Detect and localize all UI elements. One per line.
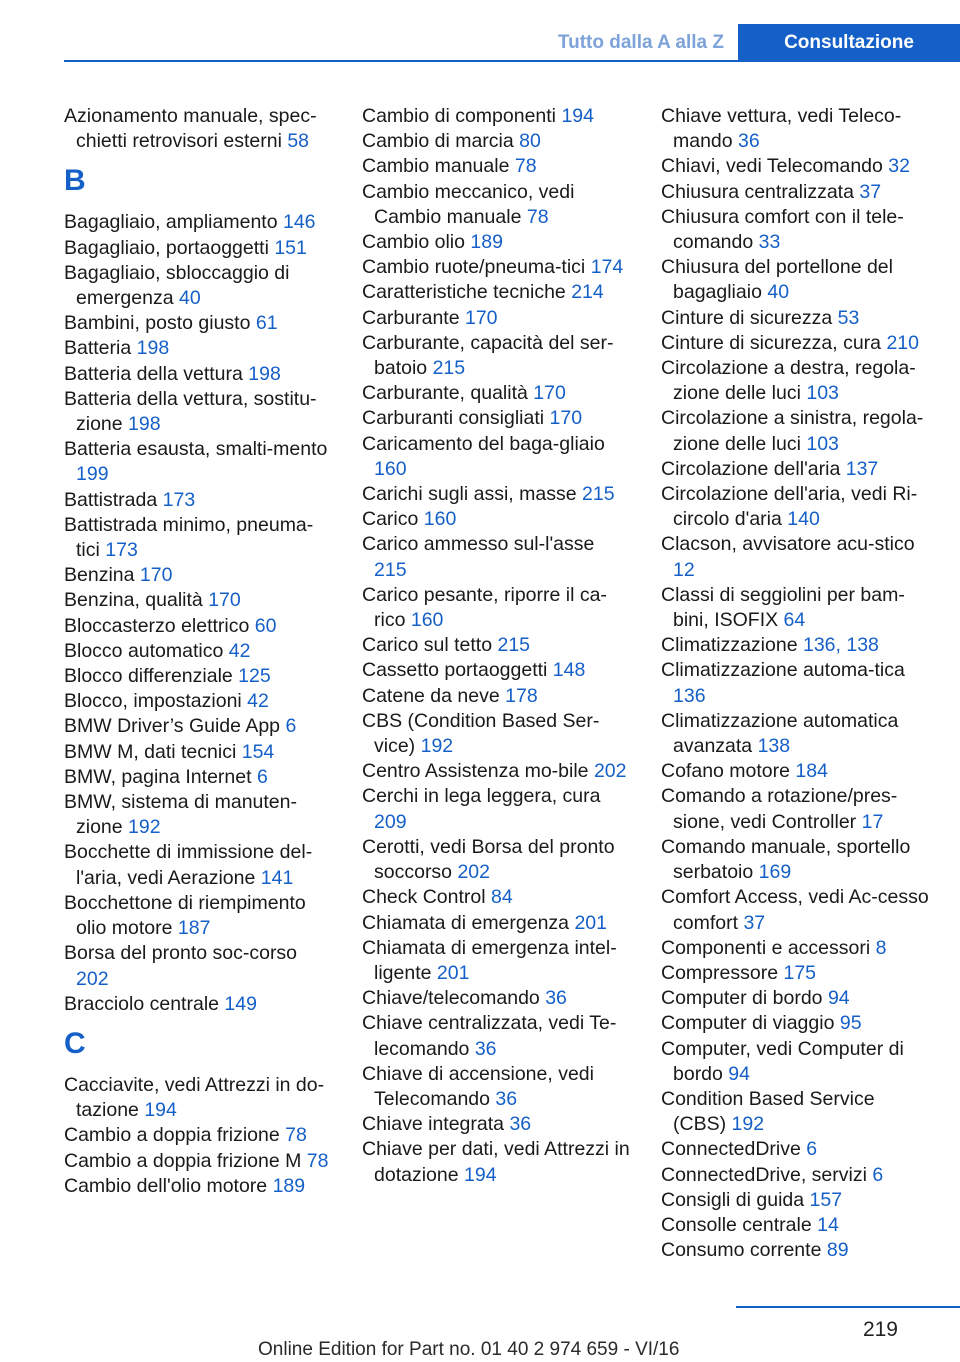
index-entry	[64, 891, 332, 941]
edition-footer: Online Edition for Part no. 01 40 2 974 659 - VI/16	[258, 1339, 680, 1360]
index-entry	[64, 311, 332, 336]
index-entry	[661, 1137, 931, 1162]
page-reference-link[interactable]: 192	[128, 816, 161, 839]
index-entry-term: Cambio a doppia frizione M	[64, 1149, 302, 1172]
page-header	[0, 24, 960, 62]
page-reference-link[interactable]: 14	[817, 1213, 839, 1236]
page-reference-link[interactable]: 36	[495, 1087, 518, 1110]
index-entry	[64, 639, 332, 664]
page-reference-link[interactable]: 32	[888, 155, 910, 178]
index-entry	[362, 1112, 630, 1137]
index-entry	[362, 633, 630, 658]
page-reference-link[interactable]: 136, 138	[802, 634, 879, 657]
index-entry	[64, 513, 332, 563]
index-entry	[661, 154, 931, 179]
page-reference-link[interactable]: 194	[561, 105, 594, 127]
index-entry-term: Caratteristiche tecniche	[362, 281, 566, 304]
index-entry-term: Circolazione a destra, regola‐zione delle luci	[661, 357, 916, 405]
index-entry	[362, 104, 630, 129]
page-reference-link[interactable]: 33	[758, 231, 781, 254]
index-entry-term: Benzina, qualità	[64, 589, 203, 612]
page-reference-link[interactable]: 170	[208, 589, 241, 612]
index-entry	[661, 356, 931, 406]
page-reference-link[interactable]: 169	[758, 861, 792, 884]
index-entry	[661, 104, 931, 154]
index-entry-term: Batteria	[64, 337, 132, 360]
index-entry-term: Battistrada minimo, pneuma‐tici	[64, 513, 314, 562]
index-entry-term: Cambio ruote/pneuma‐tici	[362, 256, 586, 279]
index-entry-term: BMW, pagina Internet	[64, 765, 252, 788]
page-reference-link[interactable]: 148	[552, 659, 586, 682]
page-reference-link[interactable]: 58	[287, 130, 310, 153]
index-entry	[64, 210, 332, 235]
index-entry	[362, 885, 630, 910]
index-entry-term: Batteria della vettura	[64, 362, 243, 385]
index-entry	[661, 205, 931, 255]
index-entry-term: Comfort Access, vedi Ac‐cesso comfort	[661, 886, 929, 934]
index-entry	[64, 664, 332, 689]
page-reference-link[interactable]: 215	[497, 634, 531, 657]
index-entry-term: Chiamata di emergenza	[362, 911, 570, 934]
page-reference-link[interactable]: 42	[247, 690, 269, 713]
page-reference-link[interactable]: 6	[256, 765, 268, 788]
page-reference-link[interactable]: 199	[76, 463, 109, 486]
index-entry-term: Consigli di guida	[661, 1188, 805, 1211]
page-reference-link[interactable]: 189	[272, 1174, 306, 1197]
index-entry	[64, 261, 332, 311]
index-entry	[362, 532, 630, 582]
index-entry-term: Condition Based Service (CBS)	[661, 1087, 875, 1136]
index-entry	[661, 835, 931, 885]
page-reference-link[interactable]: 84	[490, 886, 513, 909]
index-entry-term: Climatizzazione	[661, 634, 798, 657]
index-entry	[362, 1062, 630, 1112]
index-entry-term: ConnectedDrive	[661, 1138, 801, 1161]
index-entry-term: Chiave di accensione, vedi Telecomando	[362, 1062, 594, 1110]
page-reference-link[interactable]: 192	[731, 1113, 765, 1136]
index-entry-term: Azionamento manuale, spec‐chietti retrovisori esterni	[64, 105, 317, 153]
index-entry	[64, 790, 332, 840]
page-reference-link[interactable]: 78	[514, 155, 537, 178]
index-entry-term: Borsa del pronto soc‐corso	[64, 942, 298, 965]
index-entry-term: Computer di viaggio	[661, 1012, 835, 1035]
page-reference-link[interactable]: 40	[178, 287, 201, 310]
index-entry	[661, 961, 931, 986]
index-entry-term: Carichi sugli assi, masse	[362, 483, 577, 506]
index-entry	[661, 1163, 931, 1188]
page-reference-link[interactable]: 78	[526, 205, 549, 228]
page-reference-link[interactable]: 178	[505, 684, 538, 707]
index-entry-term: CBS (Condition Based Ser‐vice)	[362, 709, 600, 758]
index-entry	[661, 180, 931, 205]
index-entry-term: BMW, sistema di manuten‐zione	[64, 791, 297, 839]
page-reference-link[interactable]: 174	[590, 256, 624, 279]
index-entry-term: Chiamata di emergenza intel‐ligente	[362, 936, 617, 984]
page-reference-link[interactable]: 94	[728, 1062, 750, 1085]
page-reference-link[interactable]: 103	[806, 432, 839, 455]
index-entry	[661, 936, 931, 961]
index-column-2	[362, 104, 630, 1188]
index-entry-term: Bocchettone di riempimento olio motore	[64, 891, 306, 940]
index-entry-term: Cambio dell'olio motore	[64, 1174, 268, 1197]
index-entry	[661, 759, 931, 784]
index-entry	[64, 840, 332, 890]
page-reference-link[interactable]: 173	[105, 539, 138, 562]
page-reference-link[interactable]: 189	[470, 231, 503, 254]
index-entry	[362, 507, 630, 532]
index-entry	[362, 306, 630, 331]
page-reference-link[interactable]: 8	[875, 936, 887, 959]
page-reference-link[interactable]: 160	[423, 508, 457, 531]
index-entry-term: Classi di seggiolini per bam‐bini, ISOFIX	[661, 583, 905, 632]
index-entry	[64, 992, 332, 1017]
index-entry	[64, 714, 332, 739]
page-reference-link[interactable]: 94	[827, 987, 850, 1010]
page-reference-link[interactable]: 6	[872, 1163, 884, 1186]
page-reference-link[interactable]: 80	[519, 130, 541, 153]
index-entry	[64, 1149, 332, 1174]
index-entry-term: Bambini, posto giusto	[64, 312, 251, 335]
index-entry-term: Cacciavite, vedi Attrezzi in do‐tazione	[64, 1073, 325, 1122]
index-entry-term: Carico	[362, 508, 419, 531]
page-reference-link[interactable]: 136	[673, 684, 706, 707]
index-entry-term: Cambio di marcia	[362, 130, 514, 153]
index-entry-term: BMW Driver’s Guide App	[64, 715, 281, 738]
index-entry-term: Check Control	[362, 886, 486, 909]
page-reference-link[interactable]: 17	[861, 810, 884, 833]
index-entry-term: Blocco automatico	[64, 639, 224, 662]
index-entry	[64, 563, 332, 588]
index-entry-term: ConnectedDrive, servizi	[661, 1163, 867, 1186]
page-reference-link[interactable]: 146	[282, 211, 316, 234]
index-entry	[661, 532, 931, 582]
index-entry-term: Bocchette di immissione del‐l'aria, vedi Aerazione	[64, 841, 313, 889]
page-reference-link[interactable]: 210	[886, 331, 919, 354]
index-column-1	[64, 104, 332, 1199]
index-entry	[362, 255, 630, 280]
index-entry-term: Comando manuale, sportello serbatoio	[661, 835, 911, 884]
index-entry	[64, 941, 332, 991]
index-entry	[362, 658, 630, 683]
index-entry	[64, 1123, 332, 1148]
chapter-tab-label: Consultazione	[784, 32, 914, 53]
page-reference-link[interactable]: 215	[582, 483, 615, 506]
index-entry-term: Cerchi in lega leggera, cura	[362, 785, 601, 808]
index-entry	[661, 406, 931, 456]
index-entry	[661, 1188, 931, 1213]
index-entry-term: Circolazione dell'aria	[661, 457, 841, 480]
index-entry	[64, 387, 332, 437]
index-entry-term: Circolazione a sinistra, regola‐zione delle luci	[661, 407, 924, 455]
page-reference-link[interactable]: 201	[574, 911, 607, 934]
index-entry-term: Consumo corrente	[661, 1239, 822, 1262]
index-entry	[64, 1174, 332, 1199]
index-column-3	[661, 104, 931, 1263]
index-entry	[362, 936, 630, 986]
page-reference-link[interactable]: 157	[809, 1188, 843, 1211]
index-entry-term: Blocco, impostazioni	[64, 690, 242, 713]
page-reference-link[interactable]: 187	[177, 917, 211, 940]
page-reference-link[interactable]: 215	[432, 357, 466, 380]
index-entry-term: Chiavi, vedi Telecomando	[661, 155, 883, 178]
index-entry-term: Computer di bordo	[661, 987, 823, 1010]
index-entry-term: Computer, vedi Computer di bordo	[661, 1037, 904, 1085]
page-reference-link[interactable]: 160	[410, 609, 444, 632]
index-entry	[362, 583, 630, 633]
index-entry-term: Carico ammesso sul‐l'asse	[362, 533, 595, 556]
index-entry-term: Bagagliaio, portaoggetti	[64, 236, 269, 259]
index-entry	[362, 381, 630, 406]
index-entry	[64, 765, 332, 790]
page-reference-link[interactable]: 215	[374, 558, 407, 581]
page-reference-link[interactable]: 198	[248, 362, 281, 385]
page-reference-link[interactable]: 125	[238, 665, 271, 688]
index-entry	[661, 1213, 931, 1238]
page-reference-link[interactable]: 160	[374, 457, 407, 480]
index-entry-term: Carburante	[362, 306, 460, 329]
page-reference-link[interactable]: 53	[837, 306, 860, 329]
index-entry	[362, 331, 630, 381]
index-entry	[661, 1238, 931, 1263]
index-entry-term: Batteria esausta, smalti‐mento	[64, 438, 328, 461]
page-reference-link[interactable]: 214	[571, 281, 604, 304]
index-entry-term: Chiave/telecomando	[362, 987, 540, 1010]
page-reference-link[interactable]: 202	[593, 760, 627, 783]
index-entry-term: Cambio meccanico, vedi Cambio manuale	[362, 180, 575, 228]
index-entry-term: Cinture di sicurezza	[661, 306, 833, 329]
index-entry-term: Carico pesante, riporre il ca‐rico	[362, 583, 607, 632]
index-entry-term: Chiave vettura, vedi Teleco‐mando	[661, 105, 902, 153]
index-entry	[362, 986, 630, 1011]
index-entry-term: Carburante, qualità	[362, 382, 528, 405]
index-entry-term: Carburanti consigliati	[362, 407, 545, 430]
index-entry-term: Chiusura del portellone del bagagliaio	[661, 256, 893, 304]
index-entry-term: Compressore	[661, 961, 779, 984]
index-entry	[64, 689, 332, 714]
page-reference-link[interactable]: 149	[224, 992, 257, 1015]
page-reference-link[interactable]: 170	[464, 306, 498, 329]
index-entry-term: Chiusura comfort con il tele‐comando	[661, 205, 904, 254]
index-letter-heading: C	[64, 1026, 86, 1060]
index-entry-term: Chiave centralizzata, vedi Te‐lecomando	[362, 1012, 617, 1060]
page-reference-link[interactable]: 36	[474, 1037, 497, 1060]
page-reference-link[interactable]: 209	[374, 810, 407, 833]
page-reference-link[interactable]: 202	[457, 861, 490, 884]
index-entry-term: Bagagliaio, ampliamento	[64, 211, 278, 234]
index-entry	[362, 406, 630, 431]
index-entry-term: BMW M, dati tecnici	[64, 740, 237, 763]
page-reference-link[interactable]: 192	[420, 735, 454, 758]
page-reference-link[interactable]: 140	[787, 508, 820, 531]
page-reference-link[interactable]: 89	[826, 1239, 849, 1262]
index-entry-term: Cambio a doppia frizione	[64, 1124, 280, 1147]
index-entry	[362, 432, 630, 482]
index-entry	[64, 614, 332, 639]
index-entry	[661, 255, 931, 305]
index-entry-term: Cofano motore	[661, 760, 790, 783]
footer-rule	[736, 1306, 960, 1308]
page-reference-link[interactable]: 151	[274, 236, 307, 259]
index-entry	[64, 1073, 332, 1123]
index-entry	[661, 709, 931, 759]
index-entry	[64, 740, 332, 765]
index-entry	[362, 230, 630, 255]
index-entry	[64, 437, 332, 487]
index-entry	[661, 885, 931, 935]
index-entry	[362, 1011, 630, 1061]
section-title: Tutto dalla A alla Z	[557, 32, 724, 53]
index-entry-term: Battistrada	[64, 488, 158, 511]
index-entry-term: Cambio olio	[362, 231, 465, 254]
index-entry-term: Chiave integrata	[362, 1113, 505, 1136]
index-entry	[64, 336, 332, 361]
page-reference-link[interactable]: 170	[549, 407, 583, 430]
page-reference-link[interactable]: 6	[285, 715, 297, 738]
index-entry-term: Cerotti, vedi Borsa del pronto soccorso	[362, 835, 615, 884]
index-entry	[64, 488, 332, 513]
index-letter-heading: B	[64, 164, 86, 198]
page-reference-link[interactable]: 175	[783, 961, 817, 984]
index-entry	[661, 306, 931, 331]
index-entry	[661, 986, 931, 1011]
page-reference-link[interactable]: 173	[162, 488, 196, 511]
index-entry-term: Chiusura centralizzata	[661, 180, 854, 203]
page-reference-link[interactable]: 78	[306, 1149, 329, 1172]
index-entry-term: Cambio manuale	[362, 155, 510, 178]
page-reference-link[interactable]: 42	[228, 639, 251, 662]
page-reference-link[interactable]: 37	[859, 180, 882, 203]
index-entry-term: Cambio di componenti	[362, 105, 557, 127]
page-reference-link[interactable]: 36	[738, 130, 760, 153]
page-reference-link[interactable]: 60	[254, 614, 277, 637]
page-reference-link[interactable]: 184	[795, 760, 828, 783]
index-entry-term: Comando a rotazione/pres‐sione, vedi Controller	[661, 785, 898, 833]
index-entry	[362, 180, 630, 230]
index-entry-term: Carburante, capacità del ser‐batoio	[362, 331, 614, 380]
index-entry-term: Clacson, avvisatore acu‐stico	[661, 533, 915, 556]
page-reference-link[interactable]: 141	[260, 866, 294, 889]
index-entry	[661, 482, 931, 532]
index-entry	[661, 1011, 931, 1036]
index-entry-term: Cinture di sicurezza, cura	[661, 331, 882, 354]
index-entry	[362, 784, 630, 834]
page-number: 219	[862, 1318, 898, 1341]
page-reference-link[interactable]: 137	[845, 457, 879, 480]
page-reference-link[interactable]: 170	[533, 382, 566, 405]
index-entry-term: Bracciolo centrale	[64, 992, 219, 1015]
page-reference-link[interactable]: 198	[136, 337, 170, 360]
index-entry	[362, 280, 630, 305]
index-entry	[661, 1087, 931, 1137]
index-entry-term: Climatizzazione automa‐tica	[661, 659, 905, 682]
page-reference-link[interactable]: 36	[545, 987, 567, 1010]
page-reference-link[interactable]: 64	[783, 609, 806, 632]
page-reference-link[interactable]: 61	[255, 312, 278, 335]
index-entry-term: Carico sul tetto	[362, 634, 493, 657]
index-entry	[661, 1037, 931, 1087]
page-reference-link[interactable]: 95	[839, 1012, 862, 1035]
page-reference-link[interactable]: 201	[436, 961, 470, 984]
index-entry-term: Climatizzazione automatica avanzata	[661, 709, 899, 758]
page-reference-link[interactable]: 194	[144, 1099, 177, 1122]
page-reference-link[interactable]: 138	[757, 735, 791, 758]
index-entry-term: Bagagliaio, sbloccaggio di emergenza	[64, 261, 290, 310]
page-reference-link[interactable]: 6	[806, 1138, 818, 1161]
index-entry-term: Consolle centrale	[661, 1213, 812, 1236]
index-entry-term: Chiave per dati, vedi Attrezzi in dotazione	[362, 1138, 630, 1186]
index-entry	[661, 633, 931, 658]
page-reference-link[interactable]: 103	[806, 382, 839, 405]
index-entry-term: Blocco differenziale	[64, 665, 233, 688]
index-entry	[661, 658, 931, 708]
index-entry	[362, 482, 630, 507]
page-reference-link[interactable]: 202	[76, 967, 109, 990]
index-entry	[362, 154, 630, 179]
index-entry	[362, 1137, 630, 1187]
chapter-tab[interactable]	[738, 24, 960, 62]
index-entry-term: Circolazione dell'aria, vedi Ri‐circolo d'aria	[661, 483, 918, 531]
index-entry	[661, 784, 931, 834]
index-entry	[661, 331, 931, 356]
page-reference-link[interactable]: 170	[139, 564, 173, 587]
index-entry-term: Batteria della vettura, sostitu‐zione	[64, 387, 317, 436]
index-entry	[64, 236, 332, 261]
index-entry-term: Bloccasterzo elettrico	[64, 614, 250, 637]
index-entry-term: Benzina	[64, 564, 135, 587]
page-reference-link[interactable]: 37	[743, 911, 766, 934]
index-entry	[661, 583, 931, 633]
page-reference-link[interactable]: 36	[509, 1113, 532, 1136]
page-reference-link[interactable]: 40	[767, 281, 790, 304]
index-entry	[362, 709, 630, 759]
page-reference-link[interactable]: 198	[128, 413, 161, 436]
index-entry	[362, 835, 630, 885]
index-entry	[362, 911, 630, 936]
index-entry	[661, 457, 931, 482]
index-entry-term: Caricamento del baga‐gliaio	[362, 432, 605, 455]
page-reference-link[interactable]: 12	[673, 558, 695, 581]
index-entry	[362, 129, 630, 154]
page-reference-link[interactable]: 154	[241, 740, 275, 763]
index-entry-term: Cassetto portaoggetti	[362, 659, 548, 682]
index-entry	[64, 104, 332, 154]
index-entry	[362, 684, 630, 709]
index-entry	[64, 362, 332, 387]
index-entry	[64, 588, 332, 613]
index-entry-term: Catene da neve	[362, 684, 500, 707]
page-reference-link[interactable]: 78	[285, 1124, 307, 1147]
page-reference-link[interactable]: 194	[464, 1163, 497, 1186]
index-entry	[362, 759, 630, 784]
index-entry-term: Componenti e accessori	[661, 936, 871, 959]
index-entry-term: Centro Assistenza mo‐bile	[362, 760, 589, 783]
